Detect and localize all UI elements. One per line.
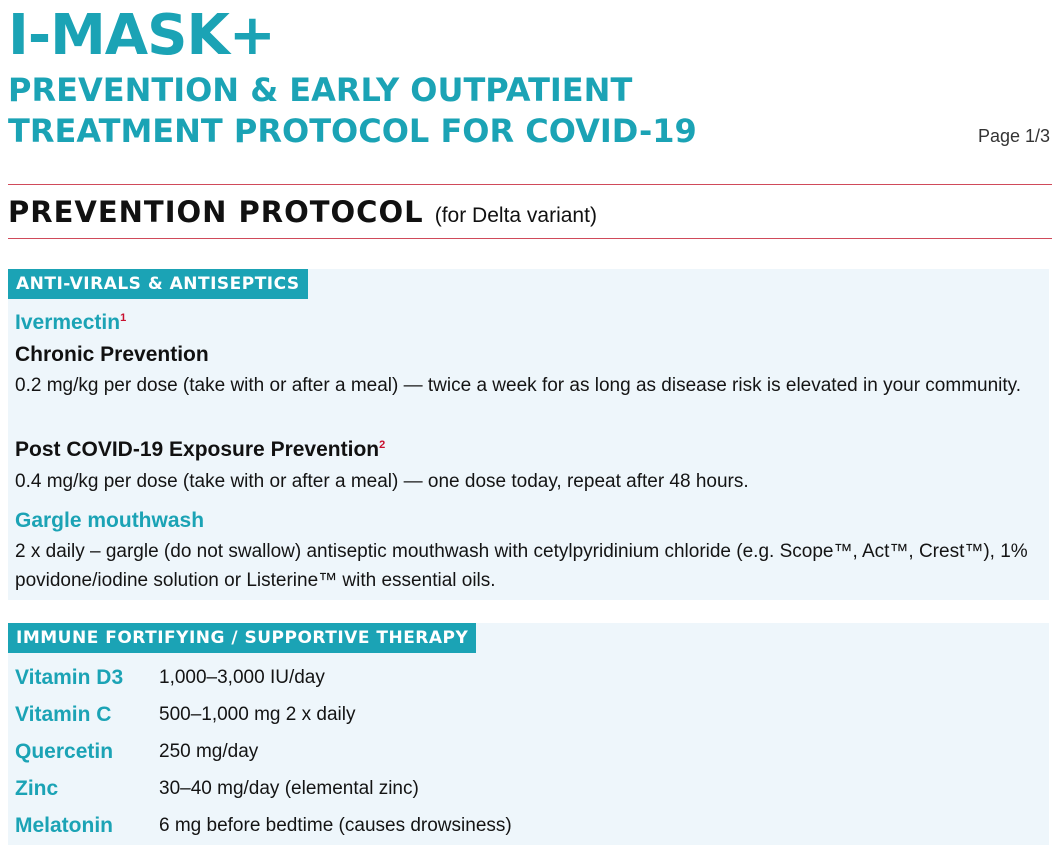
section-title [8, 193, 597, 235]
supplement-name: Melatonin [15, 814, 113, 837]
section-title-text: PREVENTION PROTOCOL [8, 195, 424, 229]
immune-panel [8, 623, 1049, 845]
chronic-prevention-text: 0.2 mg/kg per dose (take with or after a meal) — twice a week for as long as disease risk is elevated in your community. [15, 375, 1022, 396]
antivirals-header: ANTI-VIRALS & ANTISEPTICS [8, 269, 308, 299]
supplement-name: Zinc [15, 777, 59, 800]
supplement-name: Vitamin D3 [15, 666, 124, 689]
supplement-dose: 250 mg/day [159, 741, 259, 762]
ivermectin-heading [15, 311, 1041, 335]
page-number: Page 1/3 [977, 126, 1050, 146]
antivirals-panel [8, 269, 1049, 600]
post-exposure-heading-text: Post COVID-19 Exposure Prevention [15, 438, 380, 461]
brand-logo-text: I-MASK+ [8, 3, 275, 68]
subtitle-line-1: PREVENTION & EARLY OUTPATIENT [8, 71, 633, 109]
section-note: (for Delta variant) [434, 204, 597, 227]
mouthwash-text: 2 x daily – gargle (do not swallow) antiseptic mouthwash with cetylpyridinium chloride (e.g. Scope™, Act™, Crest™), 1% povidone/iodine solution or Listerine™ with essential oils. [15, 541, 1028, 591]
supplement-dose: 30–40 mg/day (elemental zinc) [159, 778, 419, 799]
mouthwash-heading: Gargle mouthwash [15, 509, 205, 532]
post-exposure-text: 0.4 mg/kg per dose (take with or after a meal) — one dose today, repeat after 48 hours. [15, 471, 749, 492]
supplement-name: Vitamin C [15, 703, 112, 726]
supplement-name: Quercetin [15, 740, 114, 763]
subtitle-line-2: TREATMENT PROTOCOL FOR COVID-19 [8, 112, 697, 150]
supplement-dose: 500–1,000 mg 2 x daily [159, 704, 356, 725]
post-exposure-ref: 2 [379, 439, 386, 451]
document-subtitle [8, 70, 697, 152]
supplement-dose: 6 mg before bedtime (causes drowsiness) [159, 815, 512, 836]
immune-header: IMMUNE FORTIFYING / SUPPORTIVE THERAPY [8, 623, 476, 653]
ivermectin-ref: 1 [120, 312, 127, 324]
supplement-dose: 1,000–3,000 IU/day [159, 667, 325, 688]
chronic-prevention-heading: Chronic Prevention [15, 343, 209, 366]
post-exposure-heading [15, 438, 1041, 462]
ivermectin-name: Ivermectin [15, 311, 121, 334]
divider-bottom [8, 238, 1052, 239]
divider-top [8, 184, 1052, 185]
